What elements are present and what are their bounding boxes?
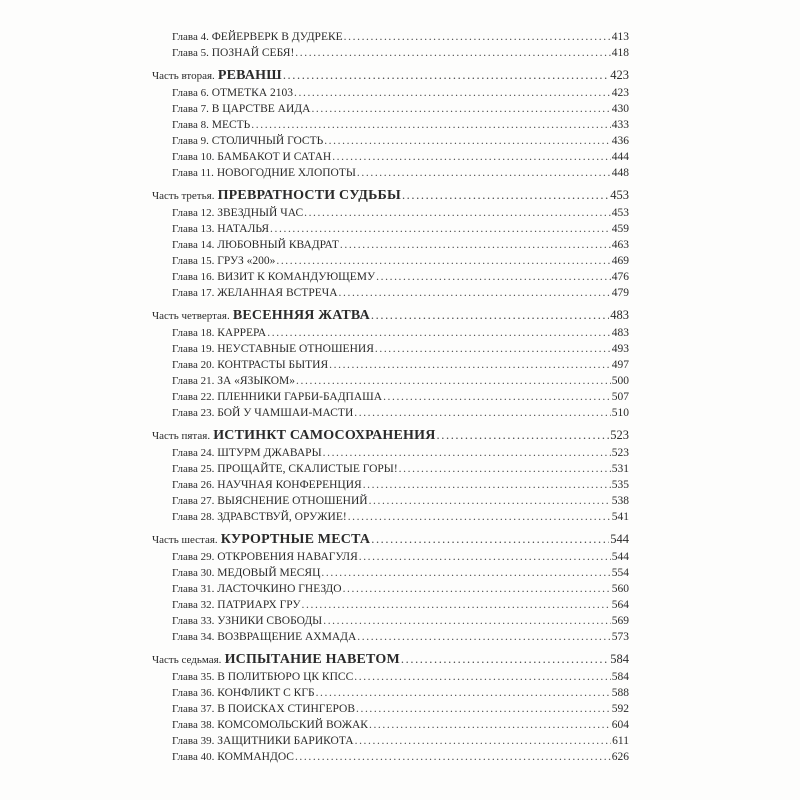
- toc-chapter-entry: [152, 405, 629, 421]
- entry-title: КОНФЛИКТ С КГБ: [217, 687, 315, 699]
- entry-title: ПАТРИАРХ ГРУ: [217, 599, 301, 611]
- toc-part-entry: [152, 530, 629, 549]
- dot-leader: [369, 493, 611, 509]
- dot-leader: [348, 509, 611, 525]
- dot-leader: [311, 101, 610, 117]
- toc-chapter-entry: [152, 101, 629, 117]
- toc-chapter-entry: [152, 613, 629, 629]
- page-number: 538: [611, 495, 629, 507]
- dot-leader: [375, 341, 611, 357]
- entry-label: Глава 29.: [172, 551, 215, 563]
- dot-leader: [296, 373, 611, 389]
- page-number: 483: [610, 308, 629, 322]
- entry-title: ЗАЩИТНИКИ БАРИКОТА: [217, 735, 354, 747]
- entry-label: Глава 34.: [172, 631, 215, 643]
- page-number: 436: [611, 135, 629, 147]
- dot-leader: [323, 445, 611, 461]
- page-number: 448: [611, 167, 629, 179]
- dot-leader: [295, 45, 610, 61]
- entry-title: МЕСТЬ: [211, 119, 251, 131]
- entry-title: ИСТИНКТ САМОСОХРАНЕНИЯ: [213, 428, 436, 443]
- dot-leader: [355, 733, 612, 749]
- page-number: 423: [611, 87, 629, 99]
- page-number: 560: [611, 583, 629, 595]
- toc-part-entry: [152, 66, 629, 85]
- toc-part-entry: [152, 306, 629, 325]
- page-number: 483: [611, 327, 629, 339]
- dot-leader: [321, 565, 610, 581]
- entry-title: ЛЮБОВНЫЙ КВАДРАТ: [217, 239, 339, 251]
- dot-leader: [302, 597, 611, 613]
- page-number: 588: [611, 687, 629, 699]
- page-number: 611: [612, 735, 629, 747]
- dot-leader: [276, 253, 610, 269]
- page-number: 444: [611, 151, 629, 163]
- toc-chapter-entry: [152, 341, 629, 357]
- page-number: 479: [611, 287, 629, 299]
- toc-chapter-entry: [152, 165, 629, 181]
- entry-title: ЖЕЛАННАЯ ВСТРЕЧА: [217, 287, 338, 299]
- page-number: 453: [611, 207, 629, 219]
- toc-chapter-entry: [152, 357, 629, 373]
- page-number: 544: [611, 551, 629, 563]
- entry-label: Глава 16.: [172, 271, 215, 283]
- entry-label: Глава 38.: [172, 719, 215, 731]
- entry-title: ВОЗВРАЩЕНИЕ АХМАДА: [217, 631, 357, 643]
- toc-chapter-entry: [152, 85, 629, 101]
- dot-leader: [344, 29, 611, 45]
- page-number: 584: [611, 671, 629, 683]
- entry-label: Глава 30.: [172, 567, 215, 579]
- entry-label: Глава 20.: [172, 359, 215, 371]
- toc-chapter-entry: [152, 509, 629, 525]
- toc-part-entry: [152, 650, 629, 669]
- page-number: 493: [611, 343, 629, 355]
- entry-title: ПРЕВРАТНОСТИ СУДЬБЫ: [217, 188, 401, 203]
- dot-leader: [402, 186, 609, 205]
- page-number: 531: [611, 463, 629, 475]
- dot-leader: [401, 650, 609, 669]
- dot-leader: [356, 701, 611, 717]
- entry-title: ЗВЕЗДНЫЙ ЧАС: [217, 207, 304, 219]
- entry-label: Глава 6.: [172, 87, 209, 99]
- toc-chapter-entry: [152, 269, 629, 285]
- page-number: 418: [611, 47, 629, 59]
- page-number: 573: [611, 631, 629, 643]
- toc-chapter-entry: [152, 581, 629, 597]
- toc-chapter-entry: [152, 205, 629, 221]
- entry-label: Глава 11.: [172, 167, 214, 179]
- dot-leader: [357, 629, 610, 645]
- entry-label: Часть шестая.: [152, 534, 218, 546]
- dot-leader: [324, 133, 611, 149]
- dot-leader: [267, 325, 611, 341]
- entry-label: Глава 27.: [172, 495, 215, 507]
- page-number: 413: [611, 31, 629, 43]
- page-number: 604: [611, 719, 629, 731]
- toc-chapter-entry: [152, 133, 629, 149]
- dot-leader: [437, 426, 610, 445]
- page-number: 500: [611, 375, 629, 387]
- entry-label: Глава 36.: [172, 687, 215, 699]
- dot-leader: [343, 581, 611, 597]
- dot-leader: [329, 357, 611, 373]
- toc-chapter-entry: [152, 493, 629, 509]
- entry-title: КОНТРАСТЫ БЫТИЯ: [217, 359, 329, 371]
- entry-title: ИСПЫТАНИЕ НАВЕТОМ: [224, 652, 400, 667]
- page-number: 626: [611, 751, 629, 763]
- dot-leader: [354, 669, 611, 685]
- entry-title: ГРУЗ «200»: [217, 255, 276, 267]
- toc-chapter-entry: [152, 733, 629, 749]
- entry-label: Часть вторая.: [152, 70, 215, 82]
- page-number: 463: [611, 239, 629, 251]
- entry-label: Глава 13.: [172, 223, 215, 235]
- toc-chapter-entry: [152, 565, 629, 581]
- entry-title: ЗДРАВСТВУЙ, ОРУЖИЕ!: [217, 511, 347, 523]
- toc-chapter-entry: [152, 597, 629, 613]
- toc-chapter-entry: [152, 149, 629, 165]
- entry-title: В ПОЛИТБЮРО ЦК КПСС: [217, 671, 354, 683]
- dot-leader: [371, 530, 609, 549]
- toc-chapter-entry: [152, 717, 629, 733]
- page-number: 523: [611, 447, 629, 459]
- dot-leader: [304, 205, 611, 221]
- entry-title: НАТАЛЬЯ: [217, 223, 270, 235]
- toc-chapter-entry: [152, 749, 629, 765]
- toc-chapter-entry: [152, 237, 629, 253]
- dot-leader: [371, 306, 609, 325]
- entry-title: КОММАНДОС: [217, 751, 294, 763]
- entry-title: КАРРЕРА: [217, 327, 267, 339]
- dot-leader: [363, 477, 611, 493]
- page-number: 497: [611, 359, 629, 371]
- entry-label: Глава 23.: [172, 407, 215, 419]
- page-number: 453: [610, 188, 629, 202]
- page-number: 523: [610, 428, 629, 442]
- entry-label: Глава 32.: [172, 599, 215, 611]
- entry-title: ВЕСЕННЯЯ ЖАТВА: [232, 308, 370, 323]
- toc-chapter-entry: [152, 253, 629, 269]
- toc-chapter-entry: [152, 389, 629, 405]
- entry-title: РЕВАНШ: [217, 68, 282, 83]
- entry-label: Глава 37.: [172, 703, 215, 715]
- page-number: 459: [611, 223, 629, 235]
- toc-chapter-entry: [152, 549, 629, 565]
- toc-chapter-entry: [152, 221, 629, 237]
- entry-title: ОТМЕТКА 2103: [211, 87, 294, 99]
- entry-label: Глава 28.: [172, 511, 215, 523]
- entry-title: ПОЗНАЙ СЕБЯ!: [211, 47, 295, 59]
- page-number: 584: [610, 652, 629, 666]
- dot-leader: [332, 149, 611, 165]
- entry-title: МЕДОВЫЙ МЕСЯЦ: [217, 567, 321, 579]
- entry-label: Часть пятая.: [152, 430, 211, 442]
- toc-part-entry: [152, 186, 629, 205]
- entry-label: Глава 5.: [172, 47, 209, 59]
- entry-label: Глава 8.: [172, 119, 209, 131]
- entry-title: ЛАСТОЧКИНО ГНЕЗДО: [217, 583, 342, 595]
- entry-label: Глава 25.: [172, 463, 215, 475]
- entry-title: В ЦАРСТВЕ АИДА: [211, 103, 311, 115]
- entry-label: Глава 12.: [172, 207, 215, 219]
- dot-leader: [376, 269, 611, 285]
- entry-label: Глава 31.: [172, 583, 215, 595]
- toc-chapter-entry: [152, 477, 629, 493]
- entry-title: ФЕЙЕРВЕРК В ДУДРЕКЕ: [211, 31, 343, 43]
- toc-part-entry: [152, 426, 629, 445]
- page-number: 564: [611, 599, 629, 611]
- dot-leader: [354, 405, 611, 421]
- dot-leader: [251, 117, 610, 133]
- page-number: 507: [611, 391, 629, 403]
- entry-label: Глава 14.: [172, 239, 215, 251]
- dot-leader: [270, 221, 611, 237]
- toc-chapter-entry: [152, 29, 629, 45]
- dot-leader: [359, 549, 611, 565]
- entry-title: КОМСОМОЛЬСКИЙ ВОЖАК: [217, 719, 368, 731]
- entry-label: Глава 19.: [172, 343, 215, 355]
- entry-title: ШТУРМ ДЖАВАРЫ: [217, 447, 322, 459]
- entry-label: Часть четвертая.: [152, 310, 230, 322]
- entry-title: УЗНИКИ СВОБОДЫ: [217, 615, 323, 627]
- toc-chapter-entry: [152, 325, 629, 341]
- entry-label: Глава 7.: [172, 103, 209, 115]
- toc-chapter-entry: [152, 685, 629, 701]
- toc-chapter-entry: [152, 445, 629, 461]
- entry-label: Глава 15.: [172, 255, 215, 267]
- entry-title: НЕУСТАВНЫЕ ОТНОШЕНИЯ: [217, 343, 374, 355]
- dot-leader: [399, 461, 611, 477]
- entry-title: БАМБАКОТ И САТАН: [217, 151, 332, 163]
- entry-title: ВЫЯСНЕНИЕ ОТНОШЕНИЙ: [217, 495, 368, 507]
- dot-leader: [316, 685, 611, 701]
- entry-label: Глава 21.: [172, 375, 215, 387]
- toc-chapter-entry: [152, 629, 629, 645]
- toc-chapter-entry: [152, 285, 629, 301]
- entry-label: Глава 40.: [172, 751, 215, 763]
- dot-leader: [323, 613, 611, 629]
- entry-label: Глава 17.: [172, 287, 215, 299]
- dot-leader: [369, 717, 611, 733]
- toc-chapter-entry: [152, 117, 629, 133]
- dot-leader: [383, 389, 611, 405]
- page-number: 430: [611, 103, 629, 115]
- entry-label: Глава 26.: [172, 479, 215, 491]
- entry-title: НОВОГОДНИЕ ХЛОПОТЫ: [216, 167, 356, 179]
- entry-label: Глава 39.: [172, 735, 215, 747]
- table-of-contents: [152, 29, 629, 765]
- page-number: 476: [611, 271, 629, 283]
- page-number: 592: [611, 703, 629, 715]
- dot-leader: [340, 237, 611, 253]
- entry-label: Глава 35.: [172, 671, 215, 683]
- entry-title: БОЙ У ЧАМШАИ-МАСТИ: [217, 407, 354, 419]
- entry-title: ВИЗИТ К КОМАНДУЮЩЕМУ: [217, 271, 376, 283]
- page-number: 554: [611, 567, 629, 579]
- entry-label: Часть третья.: [152, 190, 215, 202]
- dot-leader: [339, 285, 611, 301]
- dot-leader: [294, 85, 611, 101]
- entry-title: ЗА «ЯЗЫКОМ»: [217, 375, 296, 387]
- toc-chapter-entry: [152, 669, 629, 685]
- entry-title: ПРОЩАЙТЕ, СКАЛИСТЫЕ ГОРЫ!: [217, 463, 398, 475]
- entry-label: Глава 33.: [172, 615, 215, 627]
- page-number: 510: [611, 407, 629, 419]
- page-number: 423: [610, 68, 629, 82]
- entry-label: Часть седьмая.: [152, 654, 222, 666]
- entry-title: ОТКРОВЕНИЯ НАВАГУЛЯ: [217, 551, 358, 563]
- entry-title: СТОЛИЧНЫЙ ГОСТЬ: [211, 135, 324, 147]
- page-number: 541: [611, 511, 629, 523]
- entry-title: В ПОИСКАХ СТИНГЕРОВ: [217, 703, 355, 715]
- toc-chapter-entry: [152, 373, 629, 389]
- entry-label: Глава 10.: [172, 151, 215, 163]
- entry-title: ПЛЕННИКИ ГАРБИ-БАДПАША: [217, 391, 383, 403]
- entry-label: Глава 18.: [172, 327, 215, 339]
- dot-leader: [295, 749, 611, 765]
- entry-title: КУРОРТНЫЕ МЕСТА: [220, 532, 371, 547]
- entry-label: Глава 9.: [172, 135, 209, 147]
- entry-label: Глава 22.: [172, 391, 215, 403]
- entry-title: НАУЧНАЯ КОНФЕРЕНЦИЯ: [217, 479, 362, 491]
- toc-chapter-entry: [152, 461, 629, 477]
- page-number: 544: [610, 532, 629, 546]
- entry-label: Глава 4.: [172, 31, 209, 43]
- page-number: 433: [611, 119, 629, 131]
- page-number: 535: [611, 479, 629, 491]
- dot-leader: [283, 66, 609, 85]
- entry-label: Глава 24.: [172, 447, 215, 459]
- page-number: 569: [611, 615, 629, 627]
- toc-chapter-entry: [152, 45, 629, 61]
- toc-chapter-entry: [152, 701, 629, 717]
- page-number: 469: [611, 255, 629, 267]
- dot-leader: [357, 165, 611, 181]
